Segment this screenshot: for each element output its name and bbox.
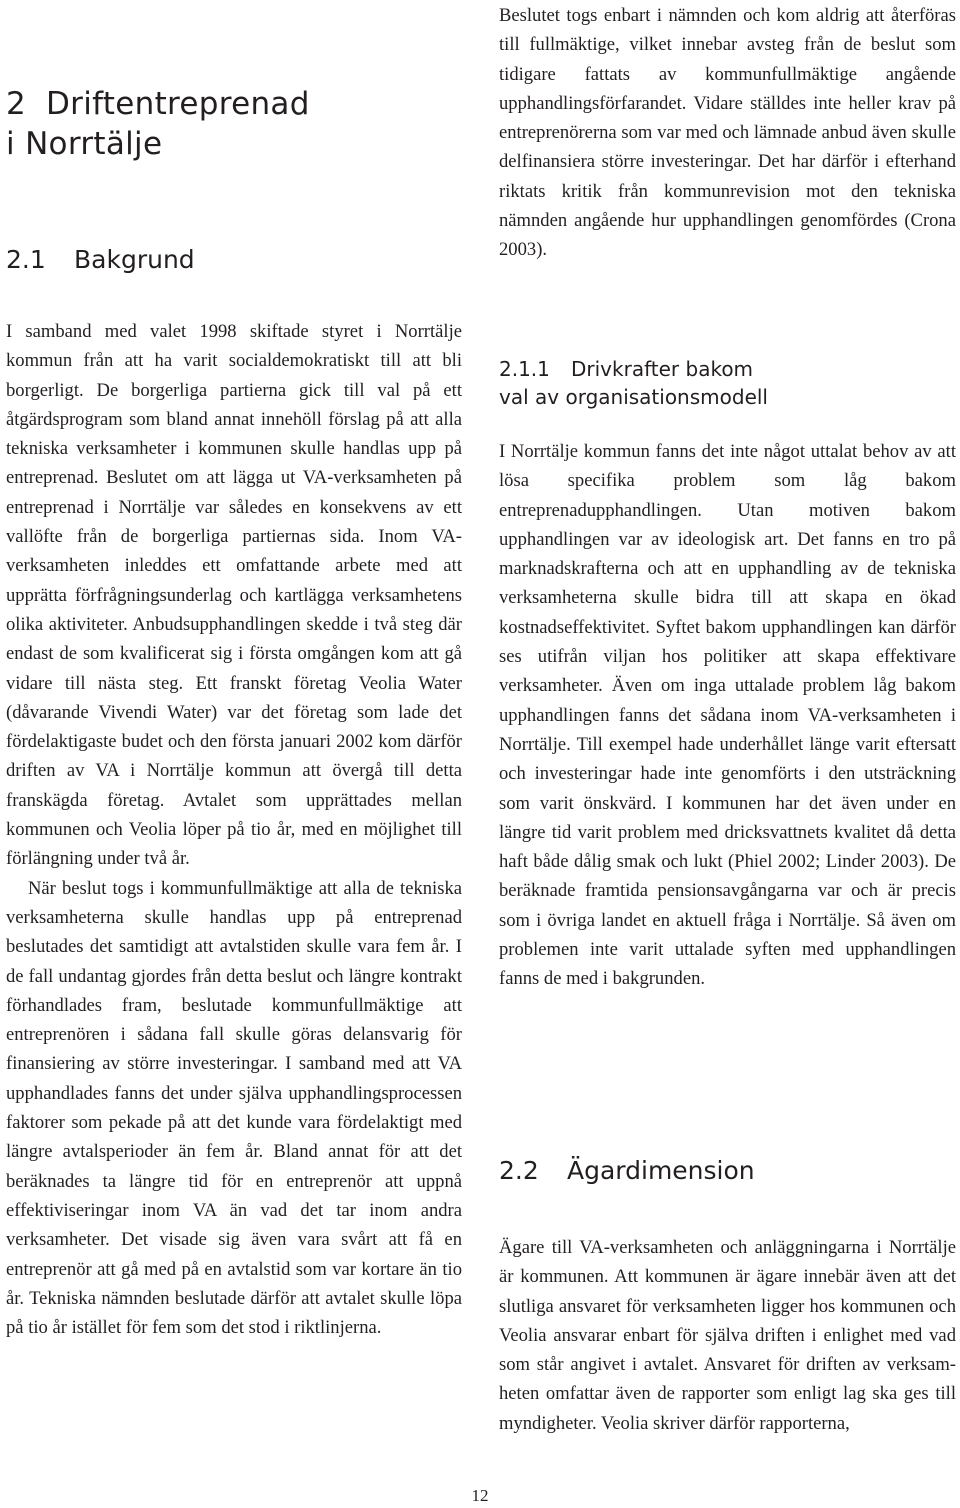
subsection-number: 2.1.1 bbox=[499, 357, 550, 381]
body-paragraph: I Norrtälje kommun fanns det inte något uttalat behov av att lösa specifika problem som låg bakom entreprenadupphandlingen. Utan motiven bakom upphandlingen var av ideologisk art. Det fanns en tro på marknadskrafterna och att en upphandling av de tekniska verksamheterna skulle bidra till att skapa en ökad kostnadseffektivitet. Syftet bakom upphandlingen kan därför ses utifrån viljan hos politiker att skapa effektivare verksamheter. Även om inga uttalade problem låg bakom upphandlingen fanns det sådana inom VA-verksamheten i Norrtälje. Till exempel hade underhållet länge varit eftersatt och investeringar hade inte genomförts i den utsträckning som varit önskvärd. I kommunen har det även under en längre tid varit problem med dricksvattnets kvalitet då detta haft både dålig smak och lukt (Phiel 2002; Linder 2003). De beräknade framtida pensionsavgångarna var och är precis som i övriga landet en aktuell fråga i Norrtälje. Så även om problemen inte varit uttalade syften med upphandlingen fanns de med i bakgrunden. bbox=[499, 441, 956, 990]
body-paragraph: När beslut togs i kommunfullmäktige att alla de tekniska verksamheterna skulle handlas upp på entreprenad beslutades det samtidigt att avtalstiden skulle vara fem år. I de fall undantag gjordes från detta beslut och längre kontrakt förhandlades fram, beslutade kommunfullmäktige att entreprenören i sådana fall skulle göras delansvarig för finansiering av större investeringar. I samband med att VA upphandlades fanns det under själva upphandlingsprocessen faktorer som pekade på att det kunde vara fördelaktigt med längre avtalsperioder än fem år. Bland annat för att det beräknades ta längre tid för en entreprenör att uppnå effektiviseringar inom VA än vad det tar inom andra verksamheter. Det visade sig även vara svårt att få en entreprenör att gå med på en avtalstid som var kortare än tio år. Tekniska nämnden beslutade därför att avtalet skulle löpa på tio år istället för fem som det stod i riktlinjerna. bbox=[6, 877, 462, 1339]
chapter-number: 2 bbox=[6, 86, 27, 122]
section-number: 2.2 bbox=[499, 1156, 539, 1185]
section-heading-bakgrund bbox=[6, 245, 195, 275]
right-text-column-bottom bbox=[499, 1233, 956, 1438]
chapter-heading bbox=[6, 84, 310, 164]
section-heading-agardimension bbox=[499, 1156, 755, 1186]
section-number: 2.1 bbox=[6, 245, 46, 274]
page-number: 12 bbox=[471, 1486, 489, 1505]
subsection-heading-drivkrafter bbox=[499, 355, 768, 411]
chapter-title-line-1: Driftentreprenad bbox=[46, 86, 310, 122]
section-title: Bakgrund bbox=[74, 245, 195, 274]
body-paragraph: Ägare till VA-verksamheten och anläggningarna i Norrtälje är kommunen. Att kommunen är ägare innebär även att det slutliga ansvaret för verksamheten ligger hos kommunen och Veolia ansvarar enbart för själva driften i enlighet med vad som står angivet i avtalet. Ansvaret för driften av verksamheten omfattar även de rapporter som enligt lag ska ges till myndigheter. Veolia skriver därför rapporterna, bbox=[499, 1237, 956, 1434]
body-paragraph: I samband med valet 1998 skiftade styret i Norrtälje kommun från att ha varit socialdemokratiskt till att bli borgerligt. De borgerliga partierna gick till val på ett åtgärdsprogram som bland annat innehöll förslag på att alla tekniska verksamheter i kommunen skulle handlas upp på entreprenad. Beslutet om att lägga ut VA-verksamheten på entreprenad i Norrtälje var således en konsekvens av ett vallöfte från de borgerliga partiernas sida. Inom VA-verksamheten inleddes ett omfattande arbete med att upprätta förfrågningsunderlag och kartlägga verksamhetens olika aktiviteter. Anbudsupphandlingen skedde i två steg där endast de som kvalificerat sig i första omgången kom att gå vidare till nästa steg. Ett franskt företag Veolia Water (dåvarande Vivendi Water) var det företag som lade det fördelaktigaste budet och den första januari 2002 kom därför driften av VA i Norrtälje kommun att övergå till detta franskägda företag. Avtalet som upprättades mellan kommunen och Veolia löper på tio år, med en möjlighet till förlängning under två år. bbox=[6, 321, 462, 870]
chapter-title-line-2: i Norrtälje bbox=[6, 126, 163, 162]
subsection-title-line-1: Drivkrafter bakom bbox=[571, 357, 754, 381]
right-text-column-middle bbox=[499, 437, 956, 994]
left-text-column bbox=[6, 317, 462, 1342]
body-paragraph: Beslutet togs enbart i nämnden och kom aldrig att återföras till fullmäktige, vilket innebar avsteg från de beslut som tidigare fattats av kommunfullmäktige angående upphandlingsförfarandet. Vidare ställdes inte heller krav på entreprenörerna som var med och lämnade anbud även skulle delfinansiera större investeringar. Det har därför i efterhand riktats kritik från kommunrevision mot den tekniska nämnden angående hur upphandlingen genomfördes (Crona 2003). bbox=[499, 5, 956, 261]
right-text-column-top bbox=[499, 1, 956, 265]
section-title: Ägardimension bbox=[567, 1156, 755, 1185]
subsection-title-line-2: val av organisationsmodell bbox=[499, 385, 768, 409]
